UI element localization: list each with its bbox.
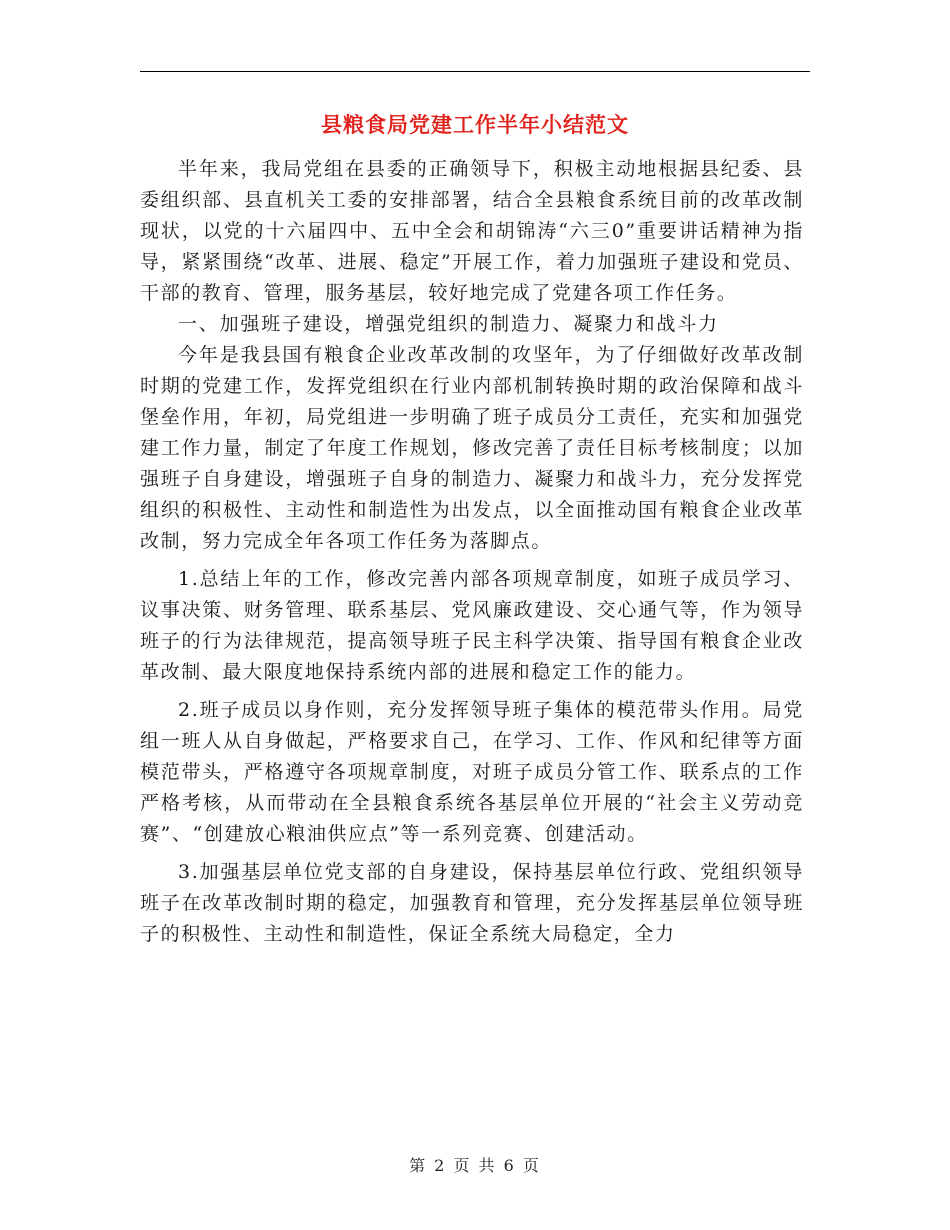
page-number-footer: 第 2 页 共 6 页 [409,1156,541,1175]
document-body [140,154,804,950]
section-paragraph: 今年是我县国有粮食企业改革改制的攻坚年，为了仔细做好改革改制时期的党建工作，发挥党组织在行业内部机制转换时期的政治保障和战斗堡垒作用，年初，局党组进一步明确了班子成员分工责任，充实和加强党建工作力量，制定了年度工作规划，修改完善了责任目标考核制度；以加强班子自身建设，增强班子自身的制造力、凝聚力和战斗力，充分发挥党组织的积极性、主动性和制造性为出发点，以全面推动国有粮食企业改革改制，努力完成全年各项工作任务为落脚点。 [140,344,804,552]
header-rule [140,71,810,72]
list-item-1: 1.总结上年的工作，修改完善内部各项规章制度，如班子成员学习、议事决策、财务管理、联系基层、党风廉政建设、交心通气等，作为领导班子的行为法律规范，提高领导班子民主科学决策、指导国有粮食企业改革改制、最大限度地保持系统内部的进展和稳定工作的能力。 [140,568,804,683]
list-item-2: 2.班子成员以身作则，充分发挥领导班子集体的模范带头作用。局党组一班人从自身做起，严格要求自己，在学习、工作、作风和纪律等方面模范带头，严格遵守各项规章制度，对班子成员分管工作、联系点的工作严格考核，从而带动在全县粮食系统各基层单位开展的“社会主义劳动竞赛”、“创建放心粮油供应点”等一系列竞赛、创建活动。 [140,699,804,845]
intro-paragraph: 半年来，我局党组在县委的正确领导下，积极主动地根据县纪委、县委组织部、县直机关工委的安排部署，结合全县粮食系统目前的改革改制现状，以党的十六届四中、五中全会和胡锦涛“六三0”重要讲话精神为指导，紧紧围绕“改革、进展、稳定”开展工作，着力加强班子建设和党员、干部的教育、管理，服务基层，较好地完成了党建各项工作任务。 [140,158,804,304]
section-heading: 一、加强班子建设，增强党组织的制造力、凝聚力和战斗力 [178,313,719,335]
document-title: 县粮食局党建工作半年小结范文 [321,112,629,137]
list-item-3: 3.加强基层单位党支部的自身建设，保持基层单位行政、党组织领导班子在改革改制时期的稳定，加强教育和管理，充分发挥基层单位领导班子的积极性、主动性和制造性，保证全系统大局稳定，全力 [140,861,804,945]
